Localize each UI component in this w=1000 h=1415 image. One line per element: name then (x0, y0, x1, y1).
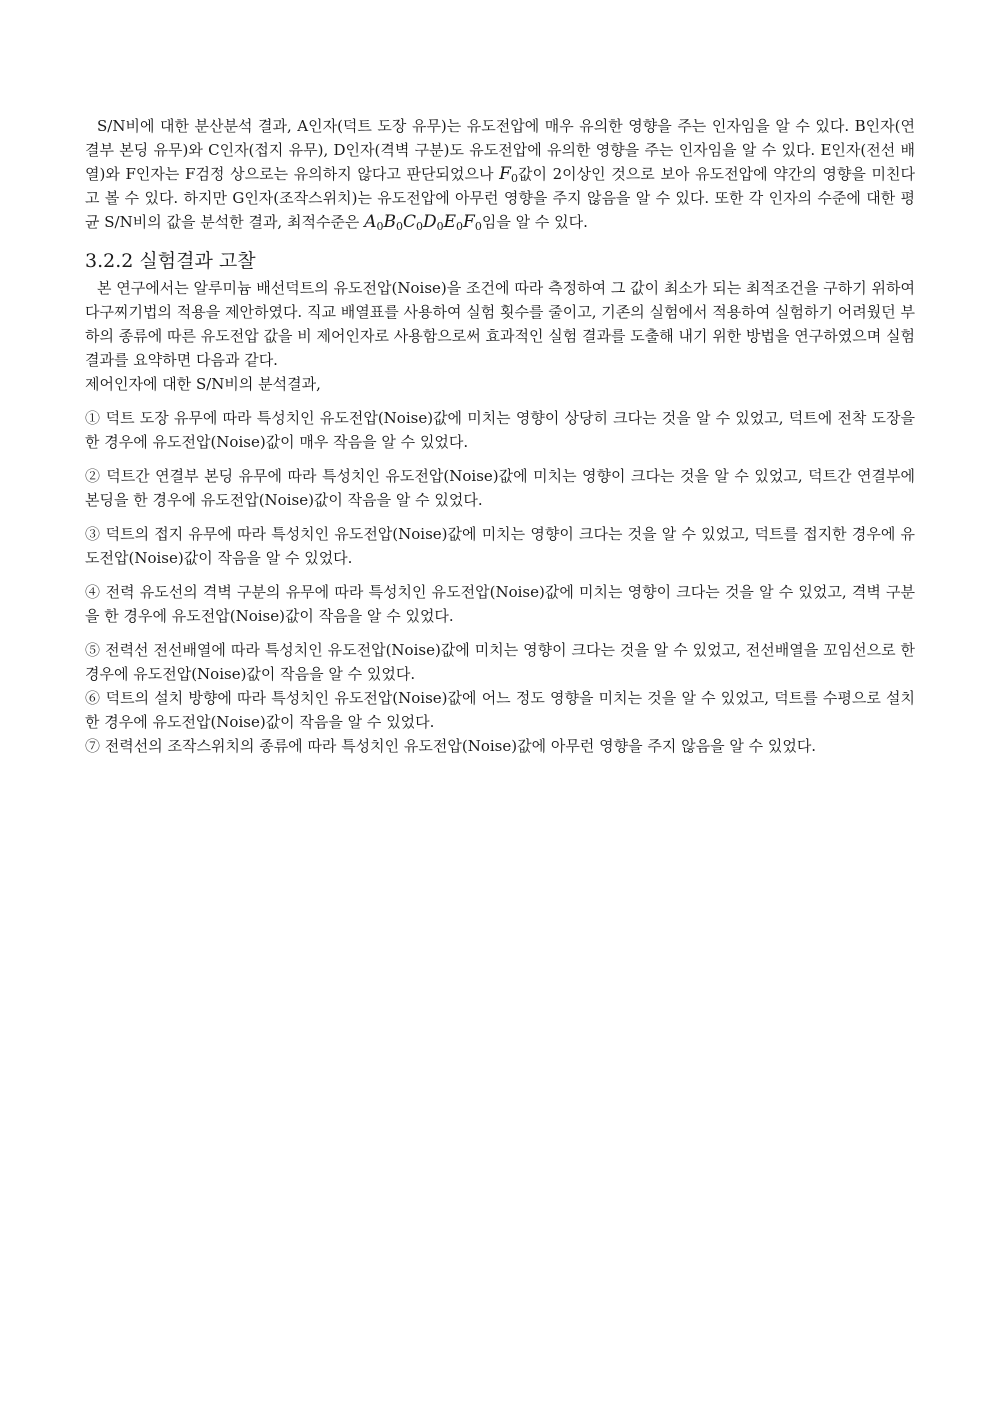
f0-symbol: $F_0$ (499, 164, 518, 185)
result-item-6: ⑥ 덕트의 설치 방향에 따라 특성치인 유도전압(Noise)값에 어느 정도 영향을 미치는 것을 알 수 있었고, 덕트를 수평으로 설치 한 경우에 유도전압(Noise)값이 작음을 알 수 있었다. (85, 689, 915, 731)
result-item-7: ⑦ 전력선의 조작스위치의 종류에 따라 특성치인 유도전압(Noise)값에 아무런 영향을 주지 않음을 알 수 있었다. (85, 737, 817, 755)
result-item-2: ② 덕트간 연결부 본딩 유무에 따라 특성치인 유도전압(Noise)값에 미치는 영향이 크다는 것을 알 수 있었고, 덕트간 연결부에 본딩을 한 경우에 유도전압(Noise)값이 작음을 알 수 있었다. (85, 467, 915, 509)
document-page (85, 114, 915, 758)
optimal-level-formula: $A_0B_0C_0D_0E_0F_0$ (364, 212, 482, 233)
result-item-3: ③ 덕트의 접지 유무에 따라 특성치인 유도전압(Noise)값에 미치는 영향이 크다는 것을 알 수 있었고, 덕트를 접지한 경우에 유도전압(Noise)값이 작음을 알 수 있었다. (85, 525, 915, 567)
result-item-1: ① 덕트 도장 유무에 따라 특성치인 유도전압(Noise)값에 미치는 영향이 상당히 크다는 것을 알 수 있었고, 덕트에 전착 도장을 한 경우에 유도전압(Noise)값이 매우 작음을 알 수 있었다. (85, 409, 915, 451)
result-item-4: ④ 전력 유도선의 격벽 구분의 유무에 따라 특성치인 유도전압(Noise)값에 미치는 영향이 크다는 것을 알 수 있었고, 격벽 구분을 한 경우에 유도전압(Noise)값이 작음을 알 수 있었다. (85, 583, 915, 625)
section-heading: 3.2.2 실험결과 고찰 (85, 250, 256, 272)
section-intro-paragraph: 본 연구에서는 알루미늄 배선덕트의 유도전압(Noise)을 조건에 따라 측정하여 그 값이 최소가 되는 최적조건을 구하기 위하여 다구찌기법의 적용을 제안하였다. 직교 배열표를 사용하여 실험 횟수를 줄이고, 기존의 실험에서 적용하여 실험하기 어려웠던 부하의 종류에 따른 유도전압 값을 비 제어인자로 사용함으로써 효과적인 실험 결과를 도출해 내기 위한 방법을 연구하였으며 실험 결과를 요약하면 다음과 같다. (85, 279, 915, 369)
anova-text-part-1: S/N비에 대한 분산분석 결과, A인자(덕트 도장 유무)는 유도전압에 매우 유의한 영향을 주는 인자임을 알 수 있다. B인자(연결부 본딩 유무)와 C인자(접지 유무), D인자(격벽 구분)도 유도전압에 유의한 영향을 주는 인자임을 알 수 있다. E인자(전선 배열)와 F인자는 F검정 상으로는 유의하지 않다고 판단되었으나 (85, 117, 915, 183)
anova-text-part-2: 값이 2이상인 것으로 보아 유도전압에 약간의 영향을 미친다고 볼 수 있다. 하지만 G인자(조작스위치)는 유도전압에 아무런 영향을 주지 않음을 알 수 있다. 또한 각 인자의 수준에 대한 평균 S/N비의 값을 분석한 결과, 최적수준은 (85, 165, 916, 231)
section-lead-line: 제어인자에 대한 S/N비의 분석결과, (85, 375, 321, 393)
result-item-5: ⑤ 전력선 전선배열에 따라 특성치인 유도전압(Noise)값에 미치는 영향이 크다는 것을 알 수 있었고, 전선배열을 꼬임선으로 한 경우에 유도전압(Noise)값이 작음을 알 수 있었다. (85, 641, 915, 683)
anova-text-part-3: 임을 알 수 있다. (481, 213, 588, 231)
anova-result-paragraph (85, 114, 915, 234)
